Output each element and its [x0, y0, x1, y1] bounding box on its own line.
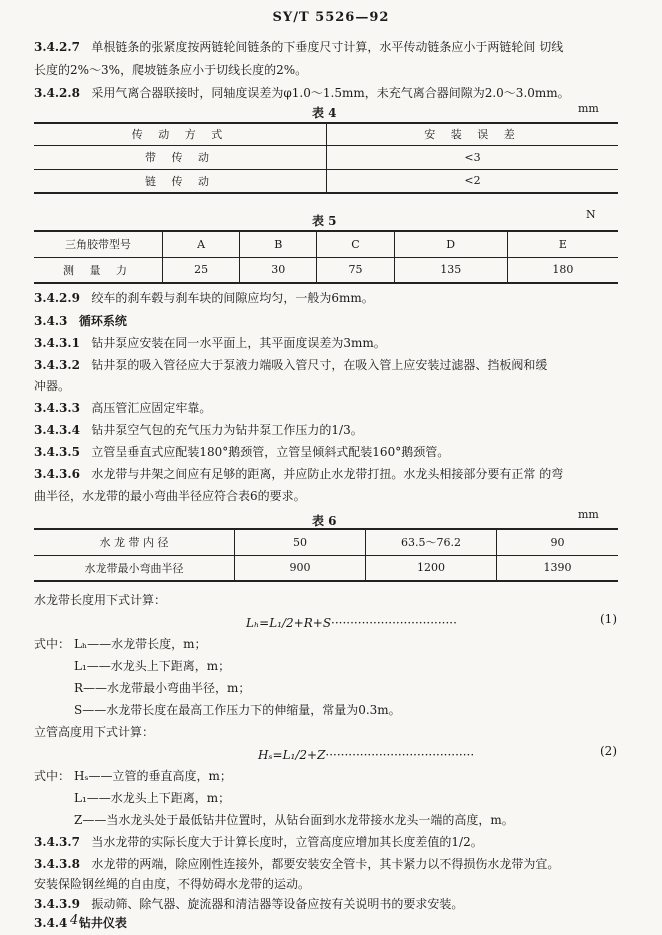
- formula1-var: L₁——水龙头上下距离，m；: [74, 659, 231, 673]
- clause-number: 3.4.3.3: [34, 401, 80, 415]
- table5-caption: 表 5: [312, 214, 337, 228]
- table6-cell: 90: [497, 529, 619, 555]
- table5-cell: E: [507, 231, 618, 257]
- document-header: SY/T 5526—92: [272, 10, 390, 25]
- clause-number: 3.4.3.1: [34, 336, 80, 350]
- clause-text: 立管呈垂直式应配装180°鹅颈管，立管呈倾斜式配装160°鹅颈管。: [91, 445, 450, 459]
- table6-cell: 50: [235, 529, 366, 555]
- table4-unit: mm: [578, 102, 599, 115]
- table5-cell: B: [240, 231, 317, 257]
- table4: [34, 122, 618, 194]
- formula2-var: L₁——水龙头上下距离，m；: [74, 791, 231, 805]
- page-number: 4: [70, 913, 79, 928]
- formula2-where: 式中：: [34, 769, 71, 783]
- formula2-var: Hₛ——立管的垂直高度，m；: [74, 769, 232, 783]
- table4-header-method: 传 动 方 式: [34, 123, 327, 145]
- clause-3427-cont: 长度的2%～3%，爬坡链条应小于切线长度的2%。: [34, 63, 308, 77]
- clause-text: 钻井泵应安装在同一水平面上，其平面度误差为3mm。: [91, 336, 386, 350]
- table5-cell: 25: [163, 257, 240, 283]
- clause-number: 3.4.2.8: [34, 86, 80, 100]
- clause-text: 振动筛、除气器、旋流器和清洁器等设备应按有关说明书的要求安装。: [91, 897, 464, 911]
- section-title: 循环系统: [78, 314, 127, 328]
- section-number: 3.4.4: [34, 916, 68, 930]
- clause-number: 3.4.2.7: [34, 40, 80, 54]
- section-344: [34, 913, 127, 933]
- clause-3434: [34, 420, 363, 440]
- clause-number: 3.4.3.7: [34, 835, 80, 849]
- formula1-var: R——水龙带最小弯曲半径，m；: [74, 681, 251, 695]
- table6-cell: 900: [235, 555, 366, 581]
- table5-row-label: 测 量 力: [34, 257, 163, 283]
- section-number: 3.4.3: [34, 314, 68, 328]
- formula2-line: [258, 744, 474, 765]
- table5-cell: A: [163, 231, 240, 257]
- table6-cell: 63.5～76.2: [366, 529, 497, 555]
- table4-caption: 表 4: [312, 106, 337, 120]
- table6-row-label: 水 龙 带 内 径: [34, 529, 235, 555]
- formula2-intro: 立管高度用下式计算：: [34, 725, 155, 739]
- clause-number: 3.4.2.9: [34, 291, 80, 305]
- clause-3437: [34, 832, 483, 852]
- clause-text: 单根链条的张紧度按两链轮间链条的下垂度尺寸计算，水平传动链条应小于两链轮间 切线: [91, 40, 564, 54]
- clause-number: 3.4.3.2: [34, 358, 80, 372]
- table6: [34, 528, 618, 582]
- section-title: 钻井仪表: [78, 916, 127, 930]
- formula1-line: [246, 612, 457, 633]
- clause-3427: [34, 37, 563, 57]
- clause-3432-cont: 冲器。: [34, 379, 71, 393]
- clause-3438-cont: 安装保险钢丝绳的自由度，不得妨碍水龙带的运动。: [34, 877, 311, 891]
- clause-text: 水龙带与井架之间应有足够的距离，并应防止水龙带打扭。水龙头相接部分要有正常 的弯: [91, 467, 564, 481]
- clause-3431: [34, 333, 386, 353]
- table4-header-error: 安 装 误 差: [327, 123, 619, 145]
- formula1-expression: Lₕ=L₁/2+R+S: [246, 616, 332, 630]
- formula1-var: Lₕ——水龙带长度，m；: [74, 637, 207, 651]
- formula1-var: S——水龙带长度在最高工作压力下的伸缩量，常量为0.3m。: [74, 703, 401, 717]
- formula1-intro: 水龙带长度用下式计算：: [34, 593, 167, 607]
- formula1-number: (1): [600, 612, 617, 626]
- clause-text: 钻井泵的吸入管径应大于泵液力端吸入管尺寸，在吸入管上应安装过滤器、挡板阀和缓: [91, 358, 548, 372]
- clause-text: 水龙带的两端，除应刚性连接外，都要安装安全管卡，其卡紧力以不得损伤水龙带为宜。: [91, 857, 560, 871]
- table4-cell: <3: [327, 145, 619, 169]
- table4-cell: 带 传 动: [34, 145, 327, 169]
- clause-3432: [34, 355, 547, 375]
- formula2-number: (2): [600, 744, 617, 758]
- clause-number: 3.4.3.9: [34, 897, 80, 911]
- formula1-where: 式中：: [34, 637, 71, 651]
- table6-cell: 1390: [497, 555, 619, 581]
- clause-number: 3.4.3.4: [34, 423, 80, 437]
- table5-cell: 30: [240, 257, 317, 283]
- clause-3439: [34, 894, 463, 914]
- table5-header-label: 三角胶带型号: [34, 231, 163, 257]
- formula2-expression: Hₛ=L₁/2+Z: [258, 748, 326, 762]
- clause-number: 3.4.3.5: [34, 445, 80, 459]
- clause-number: 3.4.3.6: [34, 467, 80, 481]
- formula2-var: Z——当水龙头处于最低钻井位置时，从钻台面到水龙带接水龙头一端的高度，m。: [74, 813, 514, 827]
- clause-3436-cont: 曲半径，水龙带的最小弯曲半径应符合表6的要求。: [34, 489, 306, 503]
- formula2-leader: ·······································: [325, 748, 475, 762]
- table5-cell: 180: [507, 257, 618, 283]
- table4-cell: 链 传 动: [34, 169, 327, 193]
- table5-cell: D: [394, 231, 507, 257]
- clause-text: 钻井泵空气包的充气压力为钻井泵工作压力的1/3。: [91, 423, 363, 437]
- clause-text: 绞车的刹车毂与刹车块的间隙应均匀，一般为6mm。: [91, 291, 374, 305]
- table6-cell: 1200: [366, 555, 497, 581]
- table5: [34, 230, 618, 284]
- clause-number: 3.4.3.8: [34, 857, 80, 871]
- clause-3433: [34, 398, 211, 418]
- clause-3438: [34, 854, 559, 874]
- clause-3435: [34, 442, 449, 462]
- table6-caption: 表 6: [312, 514, 337, 528]
- clause-3428: [34, 83, 570, 103]
- section-343: [34, 311, 127, 331]
- table5-unit: N: [586, 208, 596, 221]
- clause-3429: [34, 288, 374, 308]
- formula1-leader: ·································: [331, 616, 457, 630]
- table6-row-label: 水龙带最小弯曲半径: [34, 555, 235, 581]
- table5-cell: 135: [394, 257, 507, 283]
- clause-3436: [34, 464, 563, 484]
- table4-cell: <2: [327, 169, 619, 193]
- table6-unit: mm: [578, 508, 599, 521]
- clause-text: 当水龙带的实际长度大于计算长度时，立管高度应增加其长度差值的1/2。: [91, 835, 483, 849]
- clause-text: 高压管汇应固定牢靠。: [91, 401, 212, 415]
- table5-cell: 75: [317, 257, 394, 283]
- clause-text: 采用气离合器联接时，同轴度误差为φ1.0～1.5mm，未充气离合器间隙为2.0～3.0mm。: [91, 86, 570, 100]
- table5-cell: C: [317, 231, 394, 257]
